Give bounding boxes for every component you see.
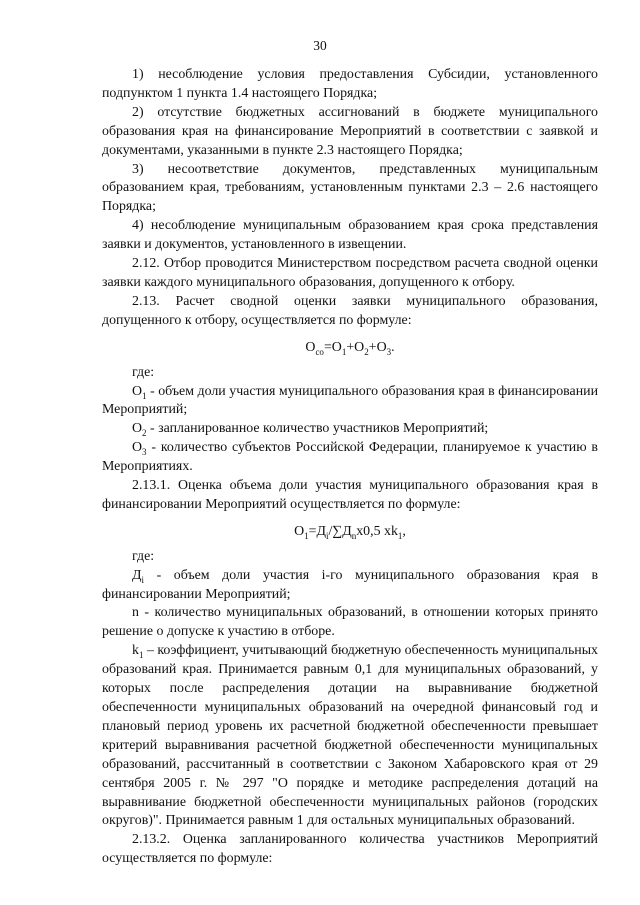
definition-di: $Д_i$ - объем доли участия i-го муниципального образования края в финансировании Мероприятий; (102, 567, 598, 602)
paragraph-condition-1: 1) несоблюдение условия предоставления Субсидии, установленного подпунктом 1 пункта 1.4 настоящего Порядка; (102, 67, 598, 101)
formula-summary-score: $О_{со}=О_1+О_2+О_3$. (305, 339, 395, 357)
where-label: где: (132, 364, 155, 380)
paragraph-2-13-2: 2.13.2. Оценка запланированного количества участников Мероприятий осуществляется по формуле: (102, 832, 598, 867)
paragraph-2-12: 2.12. Отбор проводится Министерством посредством расчета сводной оценки заявки каждого муниципального образования, допущенного к отбору. (102, 256, 598, 290)
definition-o3: $О_3$ - количество субъектов Российской Федерации, планируемое к участию в Мероприятиях. (102, 440, 598, 475)
paragraph-condition-4: 4) несоблюдение муниципальным образованием края срока представления заявки и документов, установленного в извещении. (102, 218, 598, 253)
definition-o1: $О_1$ - объем доли участия муниципального образования края в финансировании Мероприятий; (102, 383, 598, 418)
definition-k1: $k_1$ – коэффициент, учитывающий бюджетную обеспеченность муниципальных образований края. Принимается равным 0,1 для муниципальных образований, у которых после распределения дотации на выравнивание бюджетной обеспеченности муниципальных образований на очередной финансовый год и плановый период уровень их расчетной бюджетной обеспеченности превышает критерий выравнивания расчетной бюджетной обеспеченности муниципальных образований, рассчитанный в соответствии с Законом Хабаровского края от 29 сентября 2005 г. № 297 "О порядке и методике распределения дотаций на выравнивание бюджетной обеспеченности муниципальных районов (городских округов)". Принимается равным 1 для остальных муниципальных образований. (102, 643, 598, 829)
definition-n: n - количество муниципальных образований, в отношении которых принято решение о допуске к участию в отборе. (102, 605, 598, 640)
formula-share-score: $О_1=Д_i/\sum Д_nх0,5$ $хk_1$, (294, 523, 406, 541)
page-number: 30 (313, 38, 327, 53)
paragraph-condition-2: 2) отсутствие бюджетных ассигнований в бюджете муниципального образования края на финансирование Мероприятий в соответствии с заявкой и документами, указанными в пункте 2.3 настоящего Порядка; (102, 104, 598, 158)
document-body (102, 66, 598, 869)
paragraph-condition-3: 3) несоответствие документов, представленных муниципальным образованием края, требованиям, установленным пунктами 2.3 – 2.6 настоящего Порядка; (102, 161, 598, 215)
where-label: где: (132, 548, 155, 564)
paragraph-2-13: 2.13. Расчет сводной оценки заявки муниципального образования, допущенного к отбору, осуществляется по формуле: (102, 293, 598, 328)
paragraph-2-13-1: 2.13.1. Оценка объема доли участия муниципального образования края в финансировании Мероприятий осуществляется по формуле: (102, 478, 598, 512)
definition-o2: $О_2$ - запланированное количество участников Мероприятий; (132, 421, 489, 439)
